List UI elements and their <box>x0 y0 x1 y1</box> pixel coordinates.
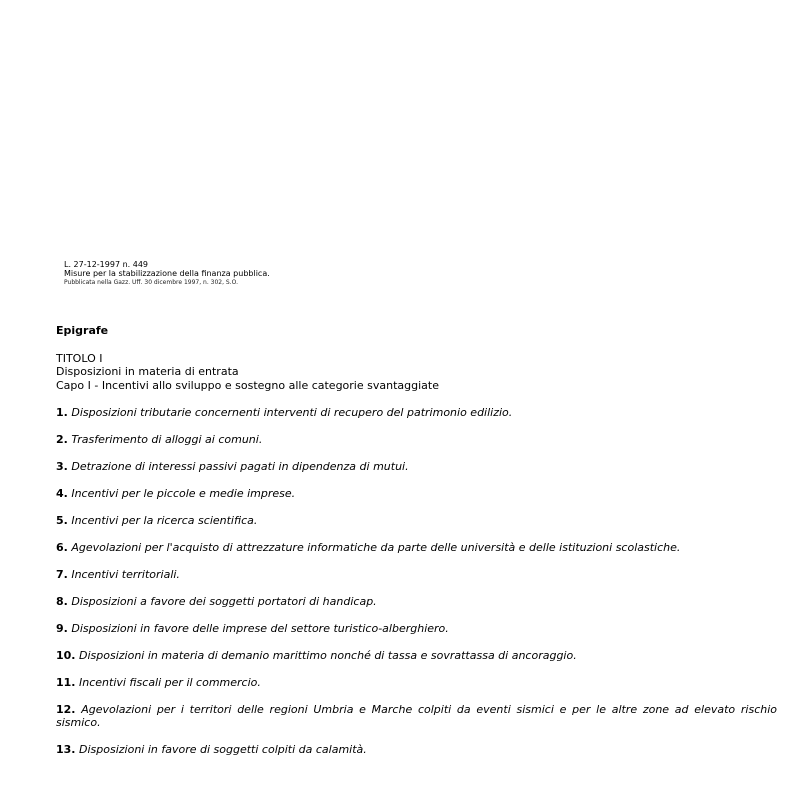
article-list <box>56 406 777 757</box>
law-reference: L. 27-12-1997 n. 449 <box>64 260 149 269</box>
article-item[interactable] <box>56 487 777 501</box>
titolo-block <box>56 352 777 393</box>
article-item[interactable] <box>56 568 777 582</box>
article-title[interactable]: Incentivi fiscali per il commercio. <box>79 675 261 689</box>
article-item[interactable] <box>56 595 777 609</box>
article-number: 12. <box>56 702 76 716</box>
article-number: 11. <box>56 675 76 689</box>
article-title[interactable]: Trasferimento di alloggi ai comuni. <box>71 432 263 446</box>
article-title[interactable]: Disposizioni in favore di soggetti colpiti da calamità. <box>79 743 367 756</box>
article-title[interactable]: Incentivi per le piccole e medie imprese. <box>71 486 296 500</box>
document-body <box>56 324 777 770</box>
article-item[interactable] <box>56 541 777 555</box>
article-title[interactable]: Incentivi per la ricerca scientifica. <box>71 513 258 527</box>
article-title[interactable]: Disposizioni a favore dei soggetti portatori di handicap. <box>71 594 377 608</box>
article-number: 4. <box>56 486 68 500</box>
article-number: 10. <box>56 648 76 662</box>
article-title[interactable]: Agevolazioni per i territori delle regioni Umbria e Marche colpiti da eventi sismici e per le altre zone ad elevato rischio sismico. <box>56 702 777 729</box>
article-item[interactable] <box>56 622 777 636</box>
epigrafe-heading[interactable]: Epigrafe <box>56 324 109 337</box>
article-item[interactable] <box>56 460 777 474</box>
capo-label: Capo I - Incentivi allo sviluppo e sostegno alle categorie svantaggiate <box>56 378 439 392</box>
article-item[interactable] <box>56 514 777 528</box>
article-title[interactable]: Disposizioni tributarie concernenti interventi di recupero del patrimonio edilizio. <box>71 405 513 419</box>
article-number: 7. <box>56 567 68 581</box>
law-title: Misure per la stabilizzazione della finanza pubblica. <box>64 269 270 278</box>
article-number: 1. <box>56 405 68 419</box>
article-item[interactable] <box>56 406 777 420</box>
article-number: 9. <box>56 621 68 635</box>
article-title[interactable]: Incentivi territoriali. <box>71 567 180 581</box>
article-title[interactable]: Disposizioni in materia di demanio marittimo nonché di tassa e sovrattassa di ancoraggio. <box>79 648 577 662</box>
article-item[interactable] <box>56 649 777 663</box>
article-number: 6. <box>56 540 68 554</box>
article-item[interactable] <box>56 743 777 757</box>
article-number: 2. <box>56 432 68 446</box>
article-title[interactable]: Disposizioni in favore delle imprese del settore turistico-alberghiero. <box>71 621 449 635</box>
titolo-subject: Disposizioni in materia di entrata <box>56 365 239 378</box>
article-item[interactable] <box>56 676 777 690</box>
law-header <box>64 260 270 287</box>
article-title[interactable]: Detrazione di interessi passivi pagati in dipendenza di mutui. <box>71 459 409 473</box>
publication-info: Pubblicata nella Gazz. Uff. 30 dicembre 1997, n. 302, S.O. <box>64 279 239 286</box>
article-item[interactable] <box>56 703 777 730</box>
article-number: 5. <box>56 513 68 527</box>
article-item[interactable] <box>56 433 777 447</box>
article-title[interactable]: Agevolazioni per l'acquisto di attrezzature informatiche da parte delle università e delle istituzioni scolastiche. <box>71 540 681 554</box>
article-number: 8. <box>56 594 68 608</box>
article-number: 3. <box>56 459 68 473</box>
article-number: 13. <box>56 743 76 756</box>
titolo-label: TITOLO I <box>56 351 103 365</box>
